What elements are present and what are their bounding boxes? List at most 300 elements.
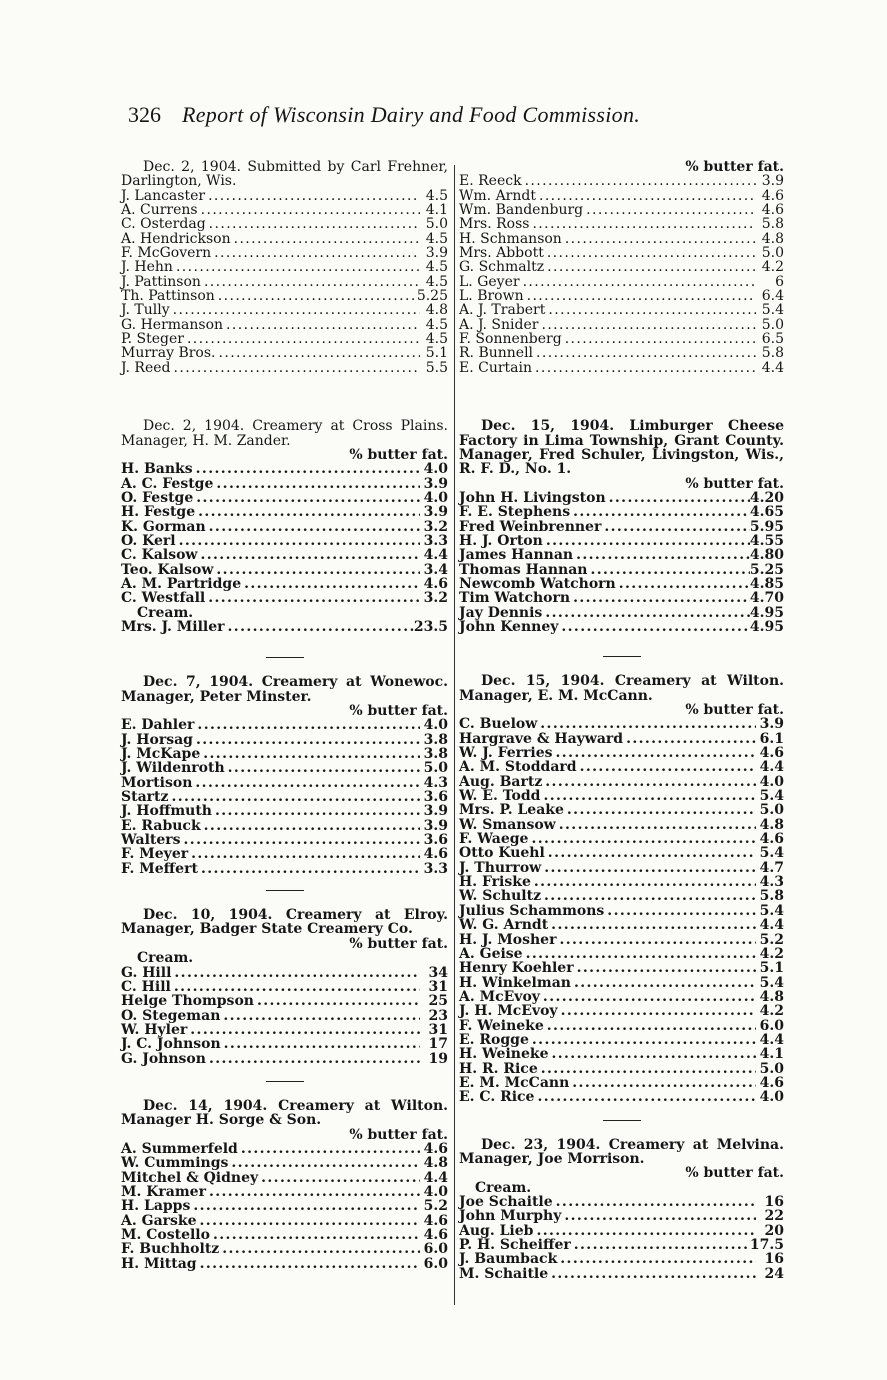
dot-leader	[238, 1142, 420, 1156]
list-item	[121, 1214, 448, 1228]
list-item	[459, 563, 784, 577]
test-value: 4.80	[749, 547, 784, 564]
list-item	[121, 462, 448, 476]
list-item	[121, 862, 448, 876]
dot-leader	[558, 620, 750, 634]
test-value: 5.1	[425, 345, 448, 362]
test-value: 5.0	[761, 245, 784, 262]
list-item	[459, 832, 784, 846]
patron-name: L. Geyer	[459, 273, 520, 290]
patron-name: E. M. McCann	[459, 1074, 570, 1091]
dot-leader	[571, 1238, 750, 1252]
dot-leader	[206, 1052, 420, 1066]
patron-name: H. J. Mosher	[459, 931, 557, 948]
test-value: 5.5	[425, 359, 448, 376]
butter-fat-list	[121, 462, 448, 605]
section-wonewoc	[121, 675, 448, 876]
list-item	[121, 491, 448, 505]
patron-name: J. Tully	[121, 302, 170, 319]
list-item	[121, 1171, 448, 1185]
section-wilton-sorge	[121, 1099, 448, 1271]
patron-name: Newcomb Watchorn	[459, 575, 616, 592]
list-item	[459, 346, 784, 360]
patron-name: H. Winkelman	[459, 974, 571, 991]
patron-name: E. Curtain	[459, 359, 533, 376]
cream-list	[121, 620, 448, 634]
dot-leader	[194, 718, 420, 732]
test-value: 5.0	[761, 316, 784, 333]
dot-leader	[545, 303, 756, 317]
test-value: 3.9	[425, 245, 448, 262]
test-value: 5.8	[761, 216, 784, 233]
section-melvina	[459, 1138, 784, 1281]
test-value: 5.4	[759, 974, 784, 991]
list-item	[459, 990, 784, 1004]
dot-leader	[212, 804, 420, 818]
dot-leader	[544, 246, 756, 260]
list-item	[459, 1047, 784, 1061]
dot-leader	[210, 1228, 420, 1242]
list-item	[459, 803, 784, 817]
patron-name: A. Summerfeld	[121, 1140, 238, 1157]
dot-leader	[544, 1019, 756, 1033]
list-item	[121, 361, 448, 375]
patron-name: A. C. Festge	[121, 475, 214, 492]
list-item	[459, 1033, 784, 1047]
test-value: 6.5	[761, 331, 784, 348]
list-item	[459, 1267, 784, 1281]
test-value: 6.0	[759, 1017, 784, 1034]
patron-name: Henry Koehler	[459, 960, 574, 977]
dot-leader	[528, 832, 756, 846]
butter-fat-list	[459, 717, 784, 1104]
test-value: 5.0	[759, 1060, 784, 1077]
dot-leader	[197, 1257, 420, 1271]
test-value: 4.55	[749, 532, 784, 549]
test-value: 4.0	[423, 489, 448, 506]
patron-name: F. Meyer	[121, 846, 189, 863]
test-value: 6.0	[423, 1241, 448, 1258]
test-value: 5.8	[761, 345, 784, 362]
patron-name: A. M. Stoddard	[459, 759, 577, 776]
list-item	[459, 606, 784, 620]
list-item	[459, 775, 784, 789]
patron-name: H. Festge	[121, 504, 196, 521]
patron-name: Wm. Bandenburg	[459, 202, 584, 219]
dot-leader	[171, 966, 420, 980]
test-value: 4.6	[761, 187, 784, 204]
dot-leader	[193, 733, 420, 747]
list-item	[459, 303, 784, 317]
test-value: 4.4	[423, 547, 448, 564]
dot-leader	[225, 761, 420, 775]
patron-name: O. Festge	[121, 489, 194, 506]
dot-leader	[548, 1267, 756, 1281]
list-item	[459, 1062, 784, 1076]
dot-leader	[197, 548, 420, 562]
dot-leader	[197, 1214, 420, 1228]
dot-leader	[221, 1037, 420, 1051]
list-item	[121, 534, 448, 548]
dot-leader	[258, 1171, 420, 1185]
test-value: 4.0	[423, 461, 448, 478]
dot-leader	[553, 1195, 756, 1209]
patron-name: O. Stegeman	[121, 1007, 221, 1024]
test-value: 5.25	[416, 288, 448, 305]
list-item	[459, 889, 784, 903]
patron-name: H. J. Orton	[459, 532, 543, 549]
list-item	[121, 505, 448, 519]
dot-leader	[553, 746, 756, 760]
list-item	[121, 303, 448, 317]
patron-name: J. Reed	[121, 359, 171, 376]
dot-leader	[564, 803, 756, 817]
patron-name: M. Kramer	[121, 1183, 206, 1200]
patron-name: J. C. Johnson	[121, 1036, 221, 1053]
patron-name: F. Weineke	[459, 1017, 544, 1034]
patron-name: H. Weineke	[459, 1046, 549, 1063]
test-value: 4.2	[759, 1003, 784, 1020]
list-item	[121, 761, 448, 775]
list-item	[459, 1195, 784, 1209]
cream-heading: Cream.	[137, 604, 194, 621]
patron-name: F. E. Stephens	[459, 504, 571, 521]
dot-leader	[562, 232, 756, 246]
list-item	[121, 620, 448, 634]
patron-name: R. Bunnell	[459, 345, 534, 362]
test-value: 3.8	[423, 731, 448, 748]
list-item	[459, 491, 784, 505]
list-item	[459, 947, 784, 961]
dot-leader	[171, 361, 421, 375]
list-item	[459, 520, 784, 534]
test-value: 5.95	[749, 518, 784, 535]
patron-name: J. Baumback	[459, 1251, 558, 1268]
list-item	[459, 361, 784, 375]
patron-name: Mrs. Ross	[459, 216, 530, 233]
dot-leader	[540, 990, 756, 1004]
dot-leader	[187, 1023, 420, 1037]
test-value: 23	[428, 1007, 448, 1024]
list-item	[121, 332, 448, 346]
patron-name: Walters	[121, 832, 181, 849]
dot-leader	[557, 1252, 756, 1266]
list-item	[459, 246, 784, 260]
section-elroy	[121, 908, 448, 1066]
patron-name: L. Brown	[459, 288, 524, 305]
test-value: 4.5	[425, 230, 448, 247]
list-item	[459, 275, 784, 289]
test-value: 4.65	[749, 504, 784, 521]
dot-leader	[543, 534, 750, 548]
patron-name: Thomas Hannan	[459, 561, 588, 578]
dot-leader	[540, 789, 756, 803]
test-value: 4.0	[759, 773, 784, 790]
patron-name: E. Rabuck	[121, 817, 201, 834]
dot-leader	[193, 462, 420, 476]
dot-leader	[520, 275, 756, 289]
patron-name: Wm. Arndt	[459, 187, 536, 204]
patron-name: Mrs. J. Miller	[121, 618, 225, 635]
list-item	[121, 289, 448, 303]
test-value: 4.85	[749, 575, 784, 592]
dot-leader	[220, 1009, 420, 1023]
dot-leader	[201, 819, 420, 833]
list-item	[459, 717, 784, 731]
list-item	[121, 776, 448, 790]
list-item	[121, 275, 448, 289]
list-item	[121, 1142, 448, 1156]
dot-leader	[548, 918, 756, 932]
patron-name: E. Rogge	[459, 1031, 529, 1048]
test-value: 3.3	[423, 532, 448, 549]
dot-leader	[198, 862, 420, 876]
test-value: 4.0	[759, 1089, 784, 1106]
patron-name: J. Hehn	[121, 259, 173, 276]
dot-leader	[545, 846, 756, 860]
test-value: 3.4	[423, 561, 448, 578]
dot-leader	[241, 577, 420, 591]
patron-name: F. Meffert	[121, 860, 198, 877]
list-item	[459, 746, 784, 760]
patron-name: Fred Weinbrenner	[459, 518, 602, 535]
column-divider	[454, 165, 455, 1305]
test-value: 4.95	[749, 604, 784, 621]
test-value: 4.3	[759, 874, 784, 891]
list-item	[121, 833, 448, 847]
list-item	[459, 861, 784, 875]
test-value: 4.6	[423, 846, 448, 863]
dot-leader	[536, 189, 756, 203]
patron-name: Th. Pattinson	[121, 288, 215, 305]
test-value: 20	[764, 1222, 784, 1239]
patron-name: W. Schultz	[459, 888, 542, 905]
dot-leader	[541, 861, 756, 875]
test-value: 4.1	[425, 202, 448, 219]
test-value: 4.4	[761, 359, 784, 376]
test-value: 4.5	[425, 273, 448, 290]
list-item	[459, 577, 784, 591]
list-item	[121, 477, 448, 491]
list-item	[459, 1004, 784, 1018]
test-value: 4.0	[423, 717, 448, 734]
dot-leader	[205, 189, 420, 203]
test-value: 4.95	[749, 618, 784, 635]
patron-name: F. McGovern	[121, 245, 212, 262]
right-column	[459, 160, 784, 1281]
list-item	[121, 1023, 448, 1037]
list-item	[459, 260, 784, 274]
patron-name: John Murphy	[459, 1208, 562, 1225]
patron-name: A. Garske	[121, 1212, 197, 1229]
dot-leader	[573, 548, 750, 562]
dot-leader	[184, 332, 420, 346]
patron-name: Mortison	[121, 774, 193, 791]
list-item	[459, 289, 784, 303]
patron-name: Julius Schammons	[459, 902, 605, 919]
dot-leader	[195, 505, 420, 519]
dot-leader	[231, 232, 420, 246]
test-value: 4.2	[761, 259, 784, 276]
list-item	[459, 1090, 784, 1104]
dot-leader	[531, 875, 756, 889]
test-value: 5.0	[423, 760, 448, 777]
section-intro: Dec. 14, 1904. Creamery at Wilton. Manager H. Sorge & Son.	[121, 1097, 448, 1129]
patron-name: W. E. Todd	[459, 788, 541, 805]
dot-leader	[574, 961, 756, 975]
test-value: 3.9	[423, 475, 448, 492]
dot-leader	[206, 217, 420, 231]
dot-leader	[213, 563, 420, 577]
list-item	[459, 1224, 784, 1238]
test-value: 4.4	[759, 1031, 784, 1048]
cream-list	[121, 966, 448, 1066]
test-value: 5.0	[425, 216, 448, 233]
section-cross-plains	[121, 419, 448, 634]
test-value: 5.2	[759, 931, 784, 948]
dot-leader	[181, 833, 420, 847]
dot-leader	[532, 361, 756, 375]
test-value: 4.0	[423, 1183, 448, 1200]
dot-leader	[538, 1062, 756, 1076]
test-value: 3.9	[423, 504, 448, 521]
dot-leader	[529, 217, 756, 231]
test-value: 4.6	[423, 1227, 448, 1243]
dot-leader	[198, 203, 420, 217]
dot-leader	[205, 591, 420, 605]
patron-name: Aug. Lieb	[459, 1222, 534, 1239]
dot-leader	[523, 947, 756, 961]
test-value: 4.6	[759, 1074, 784, 1091]
test-value: 6	[775, 273, 784, 290]
patron-name: F. Waege	[459, 831, 529, 848]
dot-leader	[211, 246, 420, 260]
list-item	[121, 733, 448, 747]
test-value: 4.6	[423, 1212, 448, 1229]
list-item	[459, 918, 784, 932]
test-value: 3.6	[423, 832, 448, 849]
patron-name: Murray Bros.	[121, 345, 216, 362]
dot-leader	[193, 491, 420, 505]
patron-name: J. Hoffmuth	[121, 803, 212, 820]
section-intro: Dec. 7, 1904. Creamery at Wonewoc. Manager, Peter Minster.	[121, 674, 448, 705]
test-value: 5.0	[759, 802, 784, 819]
butter-fat-list	[121, 718, 448, 876]
test-value: 19	[428, 1050, 448, 1067]
test-value: 4.8	[759, 988, 784, 1005]
dot-leader	[571, 976, 756, 990]
dot-leader	[616, 577, 750, 591]
dot-leader	[215, 289, 417, 303]
dot-leader	[168, 790, 420, 804]
section-intro: Dec. 2, 1904. Creamery at Cross Plains. Manager, H. M. Zander.	[121, 418, 448, 449]
test-value: 4.8	[759, 816, 784, 833]
patron-name: W. Hyler	[121, 1021, 188, 1038]
list-item	[459, 548, 784, 562]
patron-name: A. Geise	[459, 945, 523, 962]
list-item	[121, 847, 448, 861]
test-value: 4.4	[759, 917, 784, 934]
list-item	[459, 933, 784, 947]
test-value: 4.6	[759, 745, 784, 762]
patron-name: A. Currens	[121, 202, 198, 219]
dot-leader	[533, 1224, 756, 1238]
list-item	[121, 189, 448, 203]
patron-name: E. Dahler	[121, 717, 195, 734]
patron-name: G. Hermanson	[121, 316, 224, 333]
column-heading: % butter fat.	[349, 935, 448, 952]
dot-leader	[188, 847, 420, 861]
dot-leader	[577, 760, 756, 774]
patron-name: H. Mittag	[121, 1255, 197, 1272]
dot-leader	[542, 775, 756, 789]
test-value: 4.5	[425, 187, 448, 204]
dot-leader	[587, 563, 749, 577]
test-value: 4.3	[423, 774, 448, 791]
dot-leader	[223, 318, 420, 332]
test-value: 5.2	[423, 1198, 448, 1215]
test-value: 4.8	[423, 1155, 448, 1172]
patron-name: James Hannan	[459, 547, 574, 564]
patron-name: P. H. Scheiffer	[459, 1237, 571, 1254]
dot-leader	[569, 1076, 756, 1090]
list-item	[121, 591, 448, 605]
patron-name: Jay Dennis	[459, 604, 543, 621]
test-value: 5.4	[759, 902, 784, 919]
dot-leader	[541, 889, 756, 903]
test-value: 16	[764, 1194, 784, 1210]
patron-name: M. Schaitle	[459, 1265, 549, 1282]
test-value: 22	[764, 1208, 784, 1225]
patron-name: W. G. Arndt	[459, 917, 549, 934]
patron-name: H. Schmanson	[459, 230, 562, 247]
patron-name: John H. Livingston	[459, 489, 606, 506]
list-item	[121, 1156, 448, 1170]
patron-name: J. Thurrow	[459, 859, 542, 876]
list-item	[459, 904, 784, 918]
test-value: 5.4	[759, 788, 784, 805]
list-item	[121, 217, 448, 231]
test-value: 4.5	[425, 316, 448, 333]
list-item	[121, 790, 448, 804]
list-item	[121, 966, 448, 980]
dot-leader	[173, 260, 420, 274]
patron-name: A. McEvoy	[459, 988, 540, 1005]
dot-leader	[200, 747, 420, 761]
test-value: 4.8	[761, 230, 784, 247]
list-item	[459, 1252, 784, 1266]
patron-name: C. Osterdag	[121, 216, 206, 233]
test-value: 4.20	[749, 489, 784, 506]
cream-heading: Cream.	[475, 1179, 532, 1196]
test-value: 4.7	[759, 859, 784, 876]
test-value: 24	[764, 1265, 784, 1282]
list-item	[121, 1052, 448, 1066]
test-value: 23.5	[413, 618, 448, 635]
butter-fat-list	[121, 189, 448, 375]
patron-name: O. Kerl	[121, 532, 176, 549]
patron-name: K. Gorman	[121, 518, 206, 535]
patron-name: C. Buelow	[459, 716, 538, 733]
dot-leader	[556, 818, 756, 832]
patron-name: J. Lancaster	[121, 187, 206, 204]
test-value: 4.6	[423, 575, 448, 592]
dot-leader	[544, 260, 756, 274]
test-value: 3.9	[423, 817, 448, 834]
list-item	[121, 747, 448, 761]
page-title: Report of Wisconsin Dairy and Food Commission.	[182, 102, 641, 127]
dot-leader	[216, 346, 421, 360]
